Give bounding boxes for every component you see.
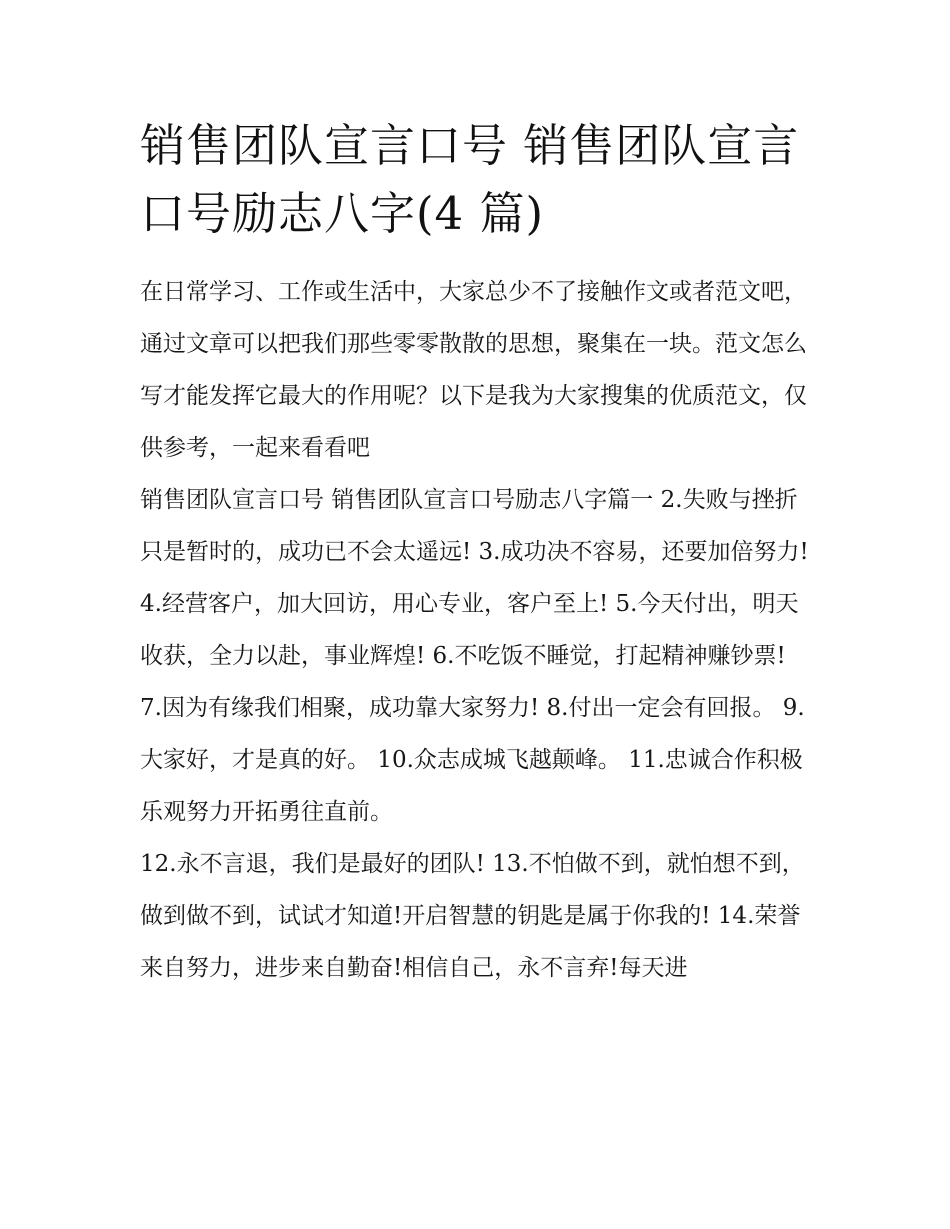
slogan-paragraph-3: 7.因为有缘我们相聚，成功靠大家努力! 8.付出一定会有回报。 9.大家好，才是真的好。 10.众志成城飞越颠峰。 11.忠诚合作积极乐观努力开拓勇往直前。	[140, 695, 805, 825]
slogan-paragraph-1: 销售团队宣言口号 销售团队宣言口号励志八字篇一 2.失败与挫折只是暂时的，成功已不会太遥远! 3.成功决不容易，还要加倍努力!	[140, 487, 809, 565]
slogan-paragraph-4: 12.永不言退，我们是最好的团队! 13.不怕做不到，就怕想不到，做到做不到，试试才知道!开启智慧的钥匙是属于你我的! 14.荣誉来自努力，进步来自勤奋!相信自己，永不言弃!每天进	[140, 851, 805, 981]
document-body	[140, 112, 820, 994]
document-title: 销售团队宣言口号 销售团队宣言口号励志八字(4 篇)	[140, 119, 800, 240]
slogan-paragraph-2: 4.经营客户，加大回访，用心专业，客户至上! 5.今天付出，明天收获，全力以赴，事业辉煌! 6.不吃饭不睡觉，打起精神赚钞票!	[140, 591, 799, 669]
intro-paragraph: 在日常学习、工作或生活中，大家总少不了接触作文或者范文吧，通过文章可以把我们那些零零散散的思想，聚集在一块。范文怎么写才能发挥它最大的作用呢？以下是我为大家搜集的优质范文，仅供参考，一起来看看吧	[140, 279, 807, 461]
